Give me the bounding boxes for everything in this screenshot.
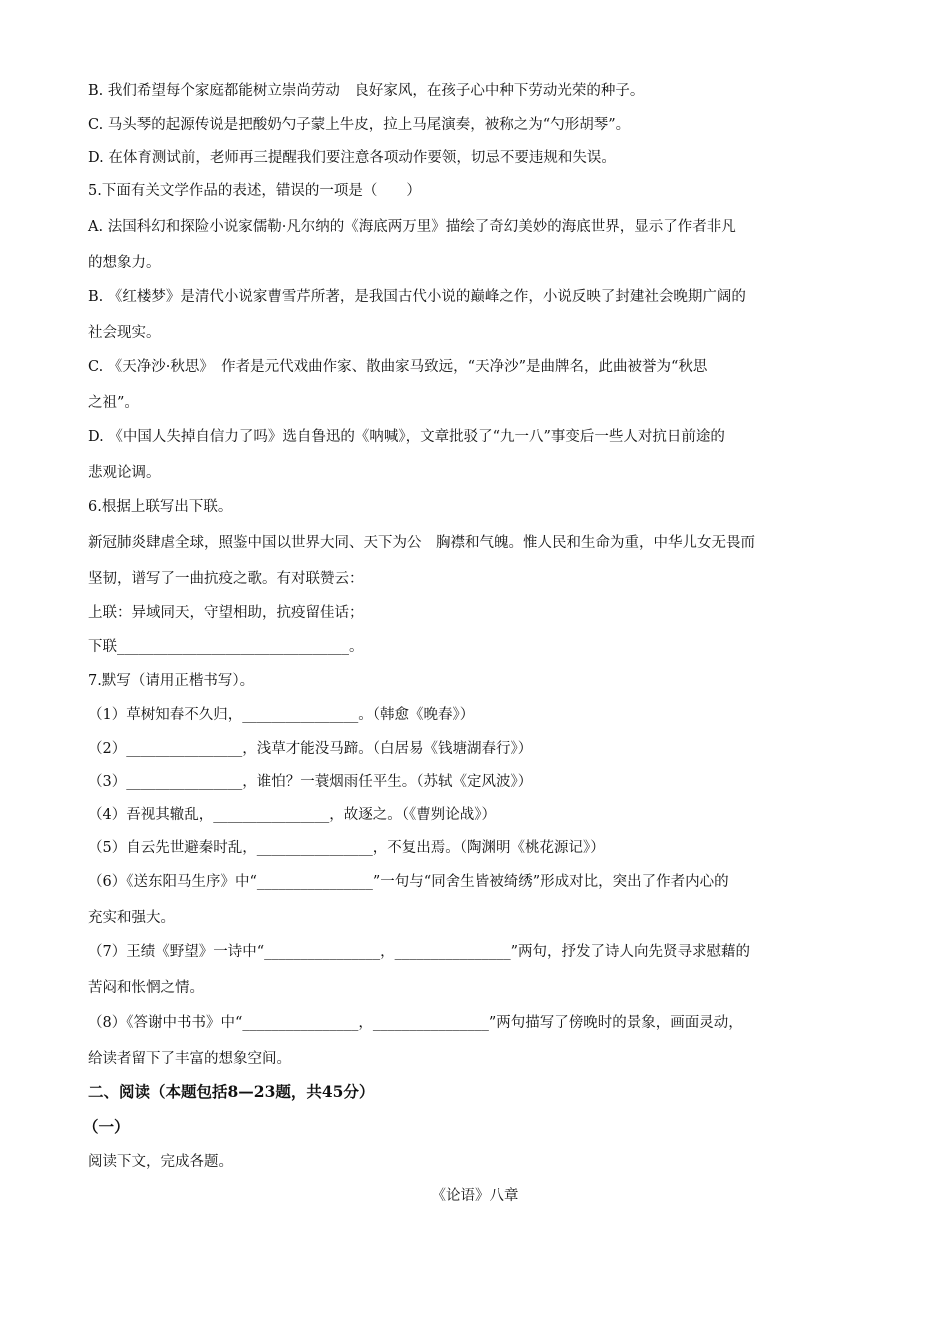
question-7: 7.默写（请用正楷书写）。 [88,673,255,689]
option-b-q4: B. 我们希望每个家庭都能树立崇尚劳动 良好家风，在孩子心中种下劳动光荣的种子。 [88,83,645,99]
option-a-q5: A. 法国科幻和探险小说家儒勒·凡尔纳的《海底两万里》描绘了奇幻美妙的海底世界，显示了作者非凡 [88,219,736,235]
option-d-q5-cont: 悲观论调。 [88,465,161,481]
q7-item-2[interactable]: （2）________________，浅草才能没马蹄。（白居易《钱塘湖春行》） [88,741,533,757]
q7-item-1[interactable]: （1）草树知春不久归，________________。（韩愈《晚春》） [88,707,475,723]
reading-instruction: 阅读下文，完成各题。 [88,1154,233,1170]
q7-item-7-cont: 苦闷和怅惘之情。 [88,980,204,996]
section-2-heading: 二、阅读（本题包括8—23题，共45分） [88,1082,375,1101]
q6-lower-couplet-blank[interactable]: 下联________________________________。 [88,639,364,655]
q7-item-4[interactable]: （4）吾视其辙乱，________________，故逐之。（《曹刿论战》） [88,807,496,823]
q7-item-6-cont: 充实和强大。 [88,910,175,926]
q7-item-6[interactable]: （6）《送东阳马生序》中“________________”一句与“同舍生皆被绮绣”形成对比，突出了作者内心的 [88,874,729,890]
q7-item-8-cont: 给读者留下了丰富的想象空间。 [88,1051,291,1067]
passage-title: 《论语》八章 [431,1188,519,1204]
option-a-q5-cont: 的想象力。 [88,255,161,271]
option-c-q4: C. 马头琴的起源传说是把酸奶勺子蒙上牛皮，拉上马尾演奏，被称之为“勺形胡琴”。 [88,117,631,133]
q7-item-5[interactable]: （5）自云先世避秦时乱，________________，不复出焉。（陶渊明《桃花源记》） [88,840,605,856]
subsection-1-heading: （一） [83,1117,130,1136]
q6-passage-cont: 坚韧，谱写了一曲抗疫之歌。有对联赞云： [88,571,364,587]
option-b-q5-cont: 社会现实。 [88,325,161,341]
option-d-q5: D. 《中国人失掉自信力了吗》选自鲁迅的《呐喊》，文章批驳了“九一八”事变后一些人对抗日前途的 [88,429,725,445]
option-d-q4: D. 在体育测试前，老师再三提醒我们要注意各项动作要领，切忌不要违规和失误。 [88,150,616,166]
q6-upper-couplet: 上联：异域同天，守望相助，抗疫留佳话； [88,605,364,621]
option-c-q5: C. 《天净沙·秋思》 作者是元代戏曲作家、散曲家马致远，“天净沙”是曲牌名，此曲被誉为“秋思 [88,359,708,375]
question-6: 6.根据上联写出下联。 [88,499,233,515]
question-5: 5.下面有关文学作品的表述，错误的一项是（ ） [88,183,421,199]
q6-passage: 新冠肺炎肆虐全球，照鉴中国以世界大同、天下为公 胸襟和气魄。惟人民和生命为重，中华儿女无畏而 [88,535,755,551]
option-c-q5-cont: 之祖”。 [88,395,139,411]
q7-item-8[interactable]: （8）《答谢中书书》中“________________，________________”两句描写了傍晚时的景象，画面灵动， [88,1015,743,1031]
option-b-q5: B. 《红楼梦》是清代小说家曹雪芹所著，是我国古代小说的巅峰之作，小说反映了封建社会晚期广阔的 [88,289,746,305]
q7-item-3[interactable]: （3）________________，谁怕？一蓑烟雨任平生。（苏轼《定风波》） [88,774,533,790]
q7-item-7[interactable]: （7）王绩《野望》一诗中“________________，________________”两句，抒发了诗人向先贤寻求慰藉的 [88,944,751,960]
